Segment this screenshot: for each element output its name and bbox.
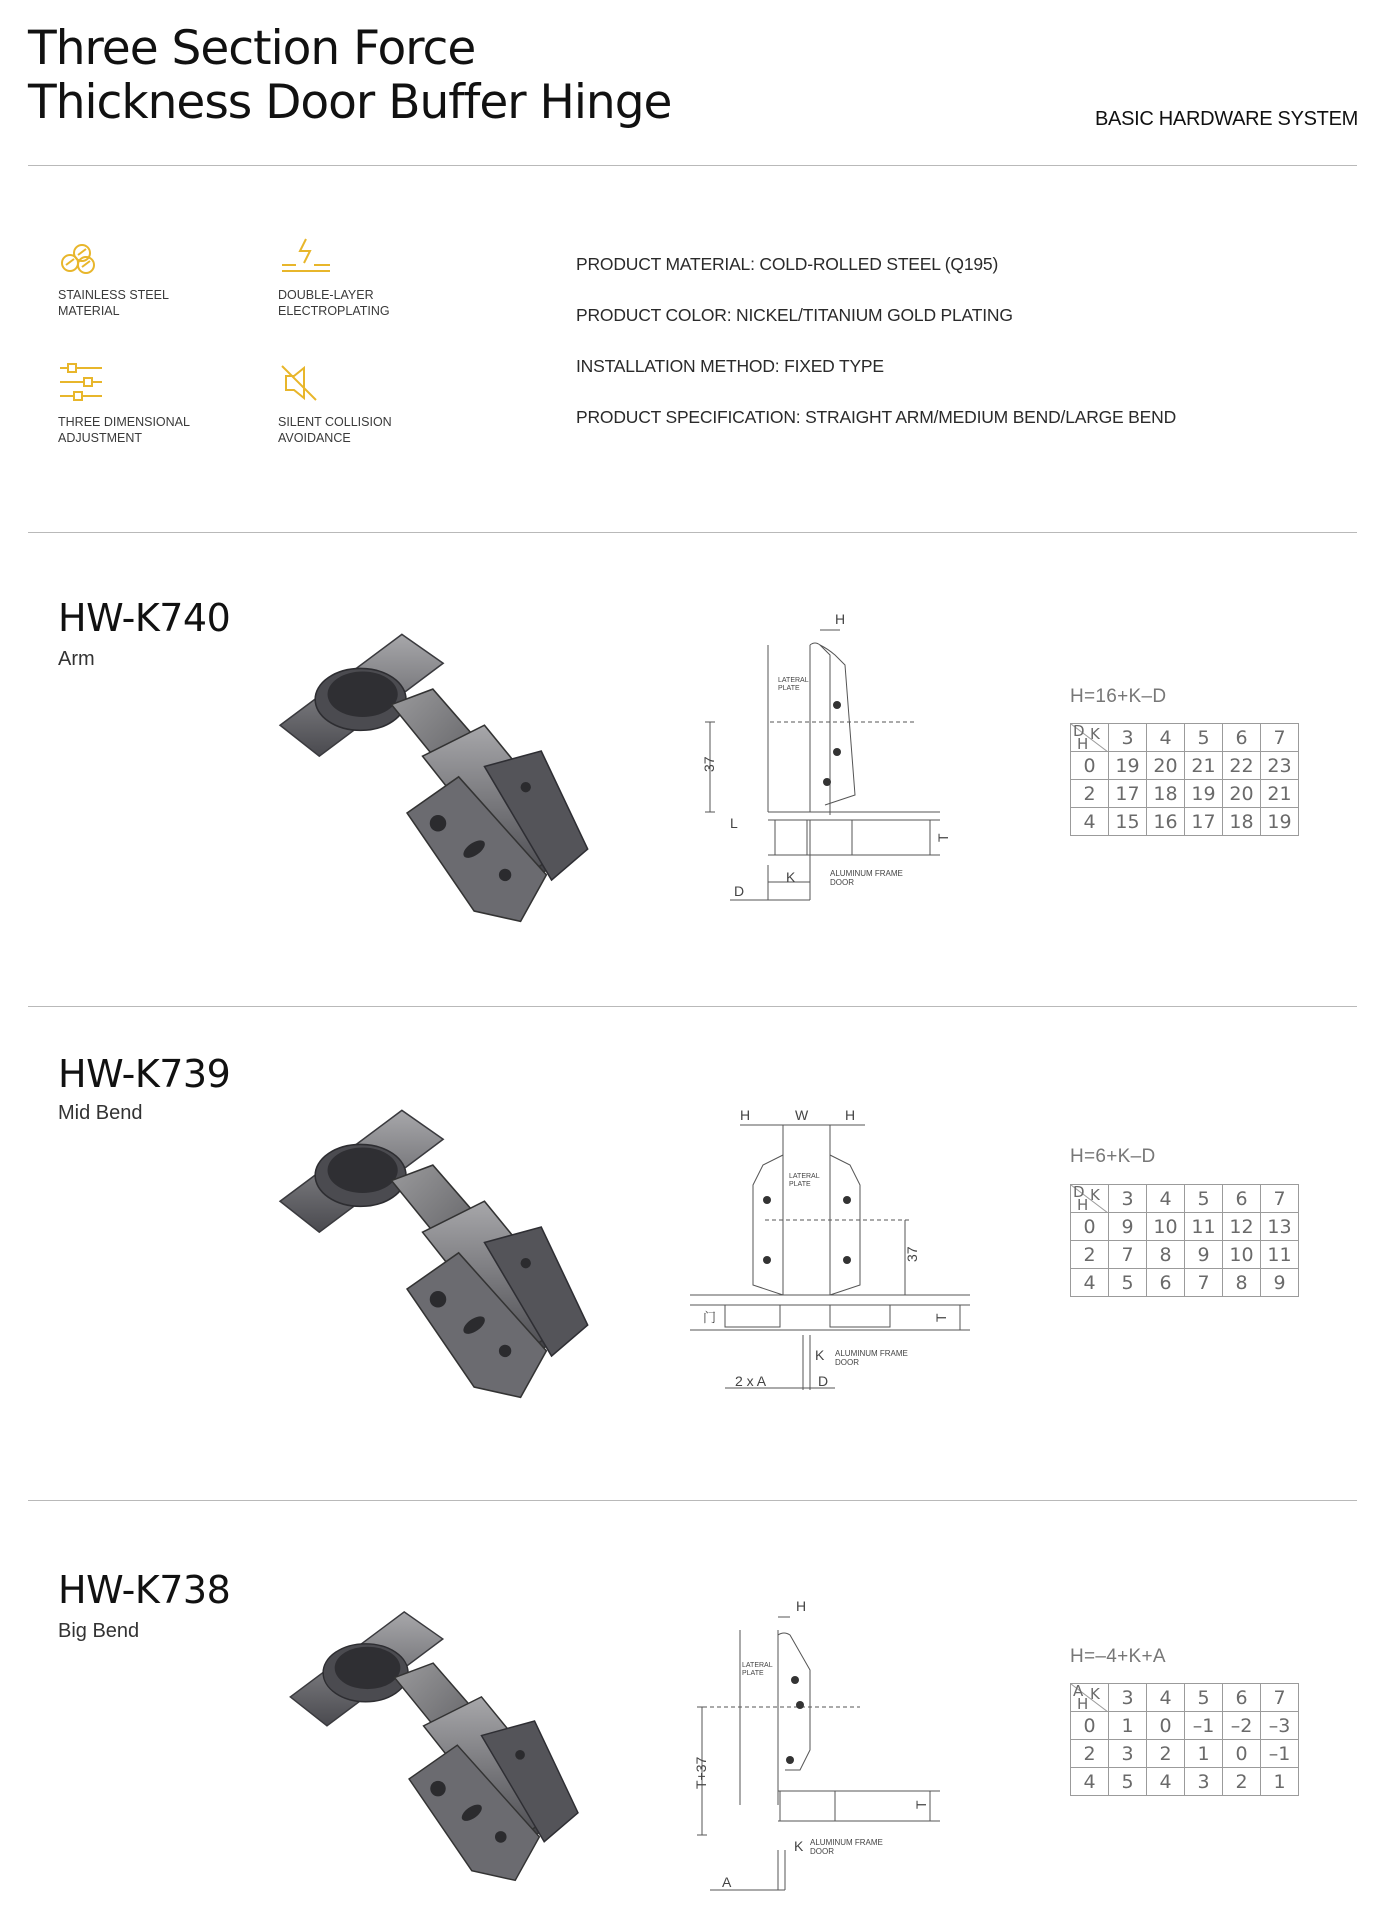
dim-label: T+37 <box>693 1756 709 1789</box>
h-value: 20 <box>1147 752 1185 780</box>
h-value: 18 <box>1147 780 1185 808</box>
a-value: 0 <box>1071 1712 1109 1740</box>
k-header: 7 <box>1261 1684 1299 1712</box>
h-value: 11 <box>1185 1213 1223 1241</box>
k-header: 3 <box>1109 1185 1147 1213</box>
k-header: 7 <box>1261 1185 1299 1213</box>
dim-label: ALUMINUM FRAME <box>835 1349 908 1358</box>
hinge-image <box>278 1610 598 1890</box>
silent-icon <box>278 362 322 404</box>
formula: H=6+K–D <box>1070 1146 1156 1167</box>
product-model: HW-K739 <box>58 1052 231 1096</box>
product-type: Mid Bend <box>58 1102 143 1124</box>
h-value: 13 <box>1261 1213 1299 1241</box>
k-header: 5 <box>1185 724 1223 752</box>
k-header: 3 <box>1109 724 1147 752</box>
installation-drawing <box>700 610 960 910</box>
h-value: 17 <box>1185 808 1223 836</box>
feature-electroplating <box>278 235 458 319</box>
k-header: 4 <box>1147 1185 1185 1213</box>
dim-label: D <box>818 1373 829 1389</box>
h-value: 8 <box>1147 1241 1185 1269</box>
h-value: 3 <box>1109 1740 1147 1768</box>
dim-label: DOOR <box>830 878 854 887</box>
h-value: 6 <box>1147 1269 1185 1297</box>
h-value: 1 <box>1261 1768 1299 1796</box>
product-type: Arm <box>58 648 95 670</box>
dim-label: 37 <box>904 1246 920 1262</box>
formula: H=–4+K+A <box>1070 1646 1166 1667</box>
h-value: 18 <box>1223 808 1261 836</box>
spec-table <box>1070 1184 1299 1297</box>
product-type: Big Bend <box>58 1620 140 1642</box>
d-value: 2 <box>1071 1241 1109 1269</box>
dim-label: H <box>796 1598 807 1614</box>
dim-label: DOOR <box>835 1358 859 1367</box>
feature-label: ADJUSTMENT <box>58 431 143 445</box>
dim-label: 37 <box>701 756 717 772</box>
h-value: 21 <box>1261 780 1299 808</box>
h-value: 1 <box>1185 1740 1223 1768</box>
h-value: 1 <box>1109 1712 1147 1740</box>
a-value: 4 <box>1071 1768 1109 1796</box>
h-value: 23 <box>1261 752 1299 780</box>
feature-label: THREE DIMENSIONAL <box>58 415 190 429</box>
divider <box>28 532 1357 533</box>
dim-label: T <box>933 1313 949 1322</box>
h-value: 4 <box>1147 1768 1185 1796</box>
spec-color: PRODUCT COLOR: NICKEL/TITANIUM GOLD PLATING <box>576 305 1013 325</box>
dim-label: 2 x A <box>735 1373 767 1389</box>
spec-installation: INSTALLATION METHOD: FIXED TYPE <box>576 356 884 376</box>
dim-label: H <box>740 1107 751 1123</box>
title-line-2: Thickness Door Buffer Hinge <box>28 75 672 130</box>
h-value: 11 <box>1261 1241 1299 1269</box>
h-value: 22 <box>1223 752 1261 780</box>
dim-label: K <box>786 869 796 885</box>
k-header: 5 <box>1185 1185 1223 1213</box>
page-title <box>28 22 671 130</box>
k-header: 7 <box>1261 724 1299 752</box>
h-value: 0 <box>1223 1740 1261 1768</box>
divider <box>28 1006 1357 1007</box>
k-header: 6 <box>1223 1684 1261 1712</box>
spec-specification: PRODUCT SPECIFICATION: STRAIGHT ARM/MEDIUM BEND/LARGE BEND <box>576 407 1177 427</box>
table-corner: D K H <box>1071 1185 1109 1213</box>
h-value: 19 <box>1185 780 1223 808</box>
k-header: 4 <box>1147 1684 1185 1712</box>
brand-tagline: BASIC HARDWARE SYSTEM <box>1095 108 1358 130</box>
k-header: 3 <box>1109 1684 1147 1712</box>
h-value: 16 <box>1147 808 1185 836</box>
feature-label: AVOIDANCE <box>278 431 351 445</box>
h-value: –1 <box>1185 1712 1223 1740</box>
h-value: 0 <box>1147 1712 1185 1740</box>
installation-drawing <box>690 1595 950 1895</box>
h-value: –3 <box>1261 1712 1299 1740</box>
h-value: 2 <box>1147 1740 1185 1768</box>
h-value: 9 <box>1261 1269 1299 1297</box>
table-corner: A K H <box>1071 1684 1109 1712</box>
h-value: 9 <box>1185 1241 1223 1269</box>
h-value: 17 <box>1109 780 1147 808</box>
h-value: 12 <box>1223 1213 1261 1241</box>
d-value: 4 <box>1071 1269 1109 1297</box>
h-value: 3 <box>1185 1768 1223 1796</box>
d-value: 4 <box>1071 808 1109 836</box>
h-value: 10 <box>1147 1213 1185 1241</box>
h-value: 21 <box>1185 752 1223 780</box>
d-value: 0 <box>1071 1213 1109 1241</box>
h-value: 9 <box>1109 1213 1147 1241</box>
dim-label: A <box>722 1874 732 1890</box>
h-value: 7 <box>1185 1269 1223 1297</box>
dim-label: T <box>913 1800 929 1809</box>
dim-label: PLATE <box>742 1670 764 1677</box>
product-model: HW-K738 <box>58 1568 231 1612</box>
table-corner: D K H <box>1071 724 1109 752</box>
dim-label: ALUMINUM FRAME <box>810 1838 883 1847</box>
h-value: 5 <box>1109 1768 1147 1796</box>
h-value: 7 <box>1109 1241 1147 1269</box>
spec-table <box>1070 723 1299 836</box>
adjustment-icon <box>58 362 104 404</box>
dim-label: DOOR <box>810 1847 834 1856</box>
feature-silent <box>278 362 458 446</box>
dim-label: H <box>845 1107 856 1123</box>
dim-label: ALUMINUM FRAME <box>830 869 903 878</box>
h-value: 8 <box>1223 1269 1261 1297</box>
electroplating-icon <box>278 235 334 277</box>
h-value: –1 <box>1261 1740 1299 1768</box>
h-value: 10 <box>1223 1241 1261 1269</box>
stainless-steel-icon <box>58 235 102 277</box>
divider <box>28 165 1357 166</box>
feature-adjustment <box>58 362 238 446</box>
divider <box>28 1500 1357 1501</box>
h-value: 2 <box>1223 1768 1261 1796</box>
spec-material: PRODUCT MATERIAL: COLD-ROLLED STEEL (Q195) <box>576 254 999 274</box>
product-model: HW-K740 <box>58 596 231 640</box>
feature-stainless-steel <box>58 235 238 319</box>
installation-drawing <box>685 1100 975 1400</box>
a-value: 2 <box>1071 1740 1109 1768</box>
feature-label: STAINLESS STEEL <box>58 288 169 302</box>
dim-label: LATERAL <box>789 1173 820 1180</box>
h-value: 15 <box>1109 808 1147 836</box>
k-header: 6 <box>1223 1185 1261 1213</box>
dim-label: PLATE <box>778 685 800 692</box>
d-value: 2 <box>1071 780 1109 808</box>
dim-label: K <box>815 1347 825 1363</box>
k-header: 6 <box>1223 724 1261 752</box>
dim-label: H <box>835 611 846 627</box>
spec-table <box>1070 1683 1299 1796</box>
k-header: 5 <box>1185 1684 1223 1712</box>
dim-label: D <box>734 883 745 899</box>
dim-label: LATERAL <box>778 677 809 684</box>
dim-label: W <box>795 1107 809 1123</box>
feature-label: ELECTROPLATING <box>278 304 390 318</box>
title-line-1: Three Section Force <box>28 21 476 76</box>
dim-label: K <box>794 1838 804 1854</box>
formula: H=16+K–D <box>1070 686 1167 707</box>
d-value: 0 <box>1071 752 1109 780</box>
feature-label: SILENT COLLISION <box>278 415 392 429</box>
feature-label: DOUBLE-LAYER <box>278 288 374 302</box>
h-value: 19 <box>1109 752 1147 780</box>
feature-label: MATERIAL <box>58 304 120 318</box>
hinge-image <box>278 632 598 932</box>
dim-label: L <box>730 815 738 831</box>
dim-label: 门 <box>703 1310 717 1325</box>
h-value: 5 <box>1109 1269 1147 1297</box>
hinge-image <box>278 1108 598 1408</box>
h-value: 20 <box>1223 780 1261 808</box>
k-header: 4 <box>1147 724 1185 752</box>
dim-label: LATERAL <box>742 1662 773 1669</box>
dim-label: PLATE <box>789 1181 811 1188</box>
dim-label: T <box>935 833 951 842</box>
h-value: –2 <box>1223 1712 1261 1740</box>
h-value: 19 <box>1261 808 1299 836</box>
